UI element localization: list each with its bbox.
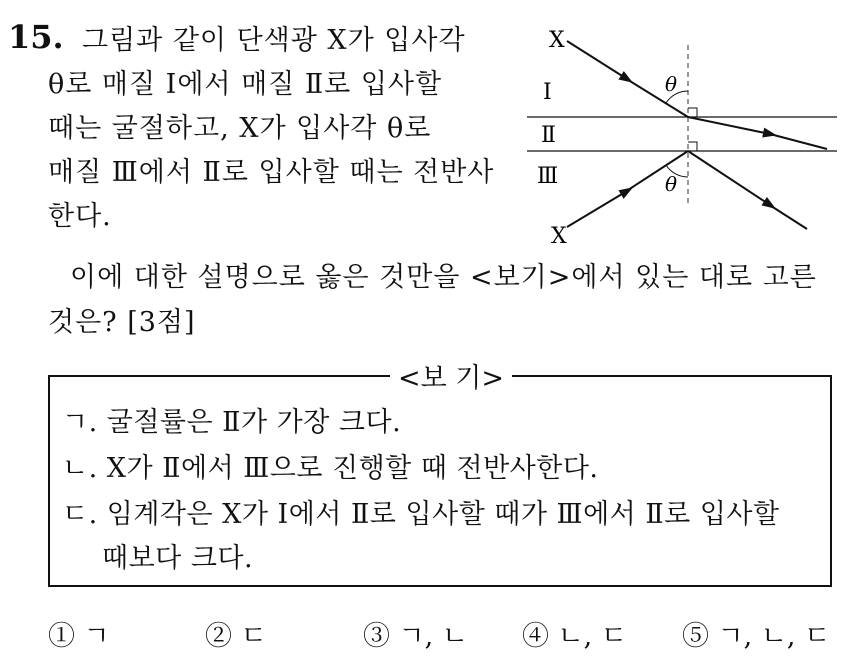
angle-label-bottom: θ [665, 172, 678, 196]
incident-ray-top-segment [625, 78, 688, 117]
choice-4[interactable]: ④ ㄴ, ㄷ [522, 621, 627, 652]
question-line-1: 그림과 같이 단색광 X가 입사각 [82, 25, 466, 56]
medium-1-label: Ⅰ [543, 80, 552, 105]
right-angle-mark-bottom [688, 142, 697, 151]
prompt-line-2: 것은? [3점] [48, 307, 196, 338]
question-line-2: θ로 매질 Ⅰ에서 매질 Ⅱ로 입사할 [48, 69, 443, 100]
right-angle-mark-top [688, 108, 697, 117]
medium-3-label: Ⅲ [537, 164, 559, 189]
incident-ray-bottom [567, 191, 627, 227]
reflected-ray-segment [768, 204, 807, 229]
ray-label-bottom: X [551, 224, 567, 249]
choice-1[interactable]: ① ㄱ [48, 621, 110, 652]
incident-ray-bottom-segment [625, 151, 688, 192]
question-line-4: 매질 Ⅲ에서 Ⅱ로 입사할 때는 전반사 [48, 157, 495, 188]
refracted-ray [688, 117, 770, 134]
refracted-ray-segment [768, 134, 827, 150]
choice-2[interactable]: ② ㄷ [205, 621, 267, 652]
angle-label-top: θ [665, 72, 678, 96]
bogi-title: <보 기> [390, 356, 512, 395]
question-number: 15. [8, 18, 64, 56]
incident-ray-top [567, 41, 627, 79]
bogi-item-giyeok: ㄱ. 굴절률은 Ⅱ가 가장 크다. [62, 407, 402, 438]
ray-label-top: X [549, 28, 565, 53]
choice-5[interactable]: ⑤ ㄱ, ㄴ, ㄷ [682, 621, 831, 652]
question-line-5: 한다. [48, 201, 112, 232]
question-line-3: 때는 굴절하고, X가 입사각 θ로 [48, 113, 432, 144]
refraction-diagram [515, 15, 845, 254]
bogi-item-digeut: ㄷ. 임계각은 X가 Ⅰ에서 Ⅱ로 입사할 때가 Ⅲ에서 Ⅱ로 입사할 [62, 499, 780, 530]
prompt-line-1: 이에 대한 설명으로 옳은 것만을 <보기>에서 있는 대로 고른 [70, 262, 817, 293]
choice-3[interactable]: ③ ㄱ, ㄴ [363, 621, 468, 652]
bogi-item-digeut-continued: 때보다 크다. [102, 543, 254, 574]
bogi-item-nieun: ㄴ. X가 Ⅱ에서 Ⅲ으로 진행할 때 전반사한다. [62, 453, 599, 484]
medium-2-label: Ⅱ [541, 123, 556, 148]
reflected-ray [688, 151, 770, 205]
